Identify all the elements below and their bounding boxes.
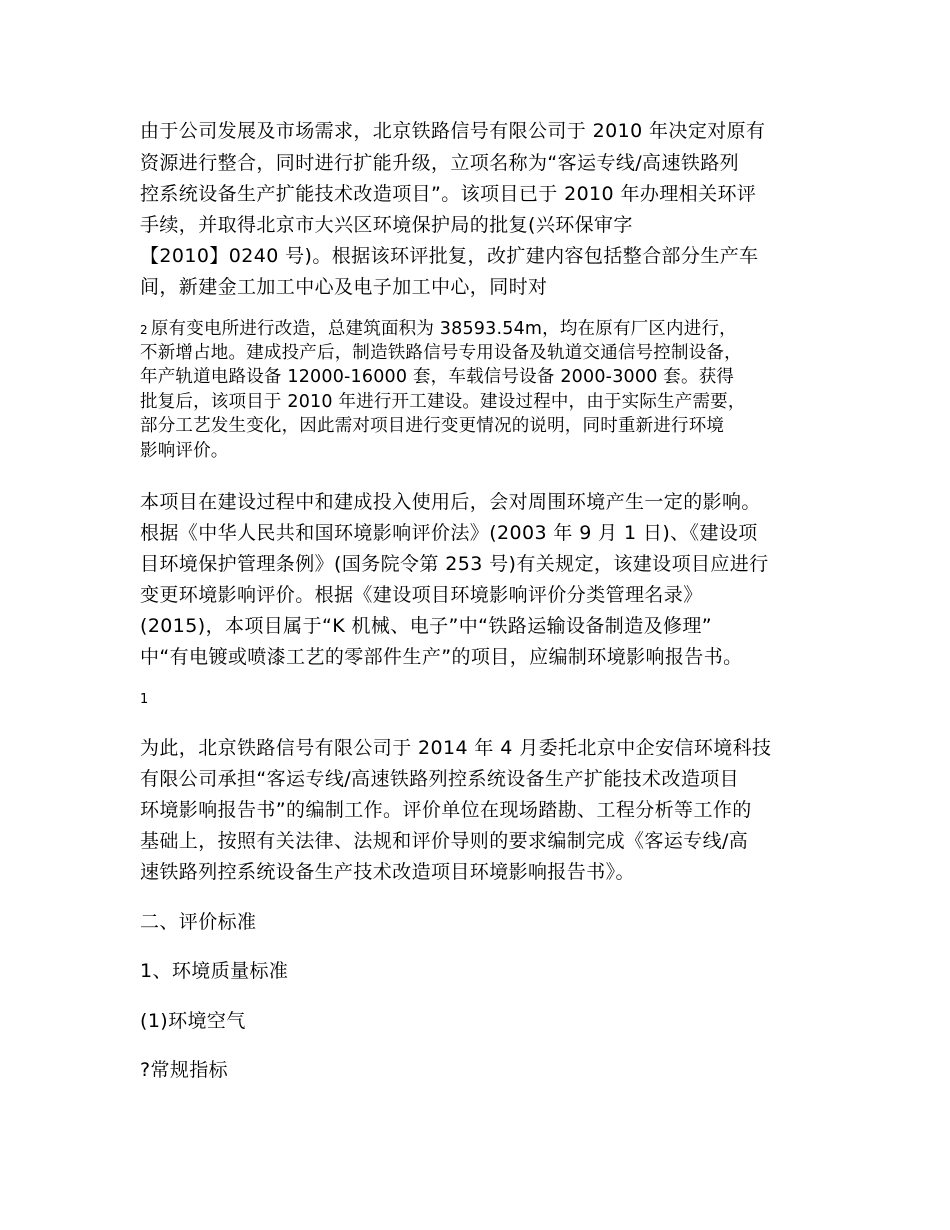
- text-line: 有限公司承担“客运专线/高速铁路列控系统设备生产扩能技术改造项目: [140, 768, 740, 790]
- subsubsection-heading: (1)环境空气: [140, 1010, 246, 1032]
- text-line: [140, 318, 737, 341]
- text-line: 为此，北京铁路信号有限公司于 2014 年 4 月委托北京中企安信环境科技: [140, 737, 772, 759]
- text-line: (2015)，本项目属于“K 机械、电子”中“铁路运输设备制造及修理”: [140, 615, 713, 637]
- text-line: 根据《中华人民共和国环境影响评价法》(2003 年 9 月 1 日)、《建设项: [140, 522, 758, 544]
- text-line: 手续，并取得北京市大兴区环境保护局的批复(兴环保审字: [140, 214, 633, 236]
- text-line: 部分工艺发生变化，因此需对项目进行变更情况的说明，同时重新进行环境: [140, 416, 725, 436]
- text-line: 本项目在建设过程中和建成投入使用后，会对周围环境产生一定的影响。: [140, 491, 761, 513]
- footnote-marker: 2: [140, 323, 148, 337]
- text-line: 间，新建金工加工中心及电子加工中心，同时对: [140, 276, 548, 298]
- text-line: 目环境保护管理条例》(国务院令第 253 号)有关规定，该建设项目应进行: [140, 553, 769, 575]
- text-line: 【2010】0240 号)。根据该环评批复，改扩建内容包括整合部分生产车: [140, 245, 759, 267]
- text-line: 资源进行整合，同时进行扩能升级，立项名称为“客运专线/高速铁路列: [140, 152, 740, 174]
- text-line: 变更环境影响评价。根据《建设项目环境影响评价分类管理名录》: [140, 584, 703, 606]
- text-line: 环境影响报告书”的编制工作。评价单位在现场踏勘、工程分析等工作的: [140, 799, 752, 821]
- text-line: 由于公司发展及市场需求，北京铁路信号有限公司于 2010 年决定对原有: [140, 120, 766, 142]
- text-line: 控系统设备生产扩能技术改造项目”。该项目已于 2010 年办理相关环评: [140, 183, 757, 205]
- text-line: 年产轨道电路设备 12000-16000 套，车载信号设备 2000-3000 套。获得: [140, 367, 735, 387]
- text-line: 中“有电镀或喷漆工艺的零部件生产”的项目，应编制环境影响报告书。: [140, 646, 743, 668]
- text-line: 批复后，该项目于 2010 年进行开工建设。建设过程中，由于实际生产需要，: [140, 392, 746, 412]
- page-number: 1: [140, 692, 149, 707]
- text-line: 速铁路列控系统设备生产技术改造项目环境影响报告书》。: [140, 861, 635, 883]
- text-line: 基础上，按照有关法律、法规和评价导则的要求编制完成《客运专线/高: [140, 830, 749, 852]
- text-line: 不新增占地。建成投产后，制造铁路信号专用设备及轨道交通信号控制设备，: [140, 343, 742, 363]
- subsection-heading: 1、环境质量标准: [140, 960, 289, 982]
- section-heading: 二、评价标准: [140, 911, 257, 933]
- item-heading: ?常规指标: [140, 1059, 229, 1081]
- text-line: 影响评价。: [140, 441, 229, 461]
- text-line-content: 原有变电所进行改造，总建筑面积为 38593.54m，均在原有厂区内进行，: [150, 319, 737, 339]
